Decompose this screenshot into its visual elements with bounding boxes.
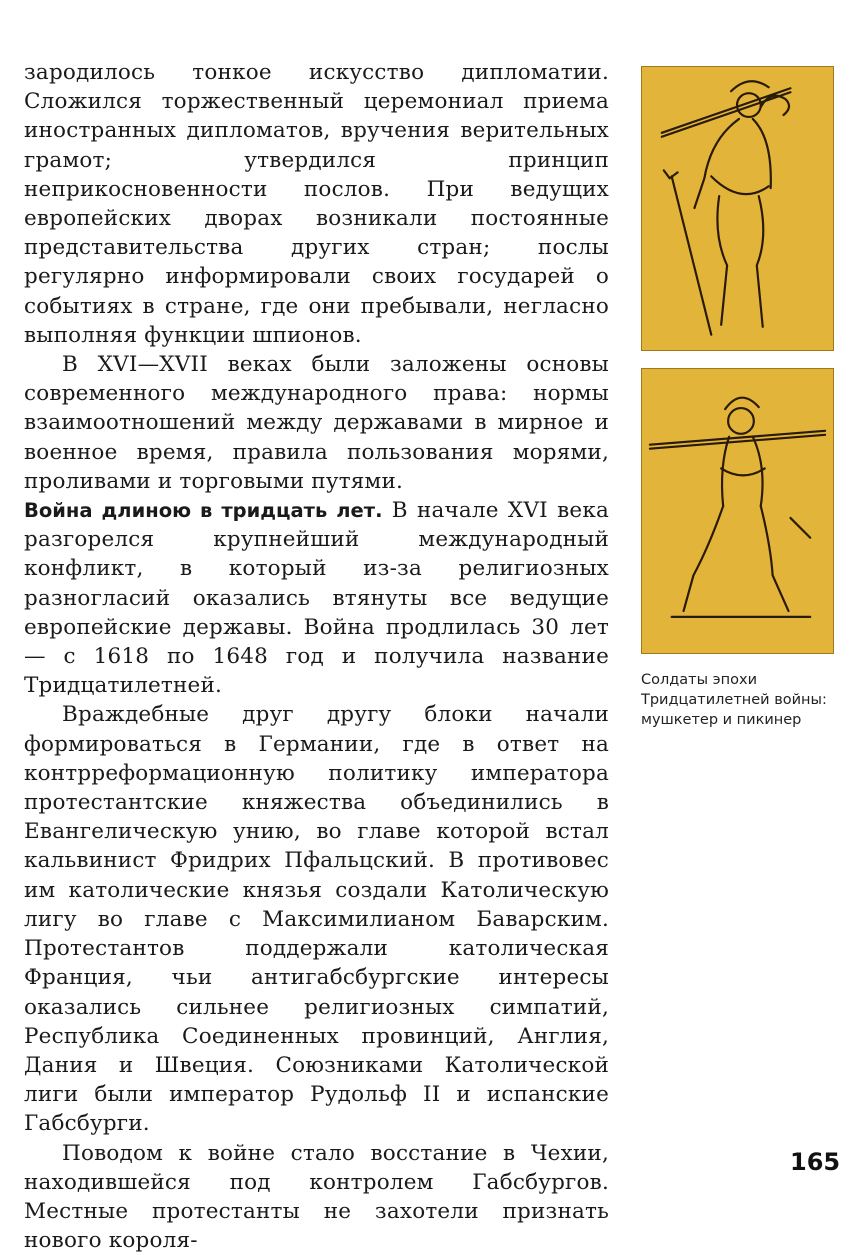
figure-caption: Солдаты эпохи Тридцатилетней войны: мушкетер и пикинер [641, 672, 827, 728]
pikeman-illustration [641, 368, 834, 654]
paragraph-cause: Поводом к войне стало восстание в Чехии, находившейся под контролем Габсбургов. Местные протестанты не захотели признать нового короля- [24, 1140, 609, 1254]
body-text [24, 58, 609, 1255]
pikeman-drawing [642, 369, 833, 653]
paragraph-thirty-years-war-text: В начале XVI века разгорелся крупнейший международный конфликт, в который из-за религиозных разногласий оказались втянуты все ведущие европейские державы. Война продлилась 30 лет — с 1618 по 1648 год и получила название Тридцатилетней. [24, 498, 609, 699]
musketeer-drawing [642, 67, 833, 350]
paragraph-thirty-years-war [24, 496, 609, 700]
paragraph-blocs: Враждебные друг другу блоки начали формироваться в Германии, где в ответ на контрреформационную политику императора протестантские княжества объединились в Евангелическую унию, во главе которой встал кальвинист Фридрих Пфальцский. В противовес им католические князья создали Католическую лигу во главе с Максимилианом Баварским. Протестантов поддержали католическая Франция, чьи антигабсбургские интересы оказались сильнее религиозных симпатий, Республика Соединенных провинций, Англия, Дания и Швеция. Союзниками Католической лиги были император Рудольф II и испанские Габсбурги. [24, 702, 609, 1137]
paragraph-international-law: В XVI—XVII веках были заложены основы современного международного права: нормы взаимоотношений между державами в мирное и военное время, правила пользования морями, проливами и торговыми путями. [24, 352, 609, 494]
paragraph-diplomacy: зародилось тонкое искусство дипломатии. Сложился торжественный церемониал приема иностранных дипломатов, вручения верительных грамот; утвердился принцип неприкосновенности послов. При ведущих европейских дворах возникали постоянные представительства других стран; послы регулярно информировали своих государей о событиях в стране, где они пребывали, негласно выполняя функции шпионов. [24, 60, 609, 348]
section-heading: Война длиною в тридцать лет. [24, 499, 383, 523]
musketeer-illustration [641, 66, 834, 351]
page-number: 165 [790, 1148, 841, 1176]
